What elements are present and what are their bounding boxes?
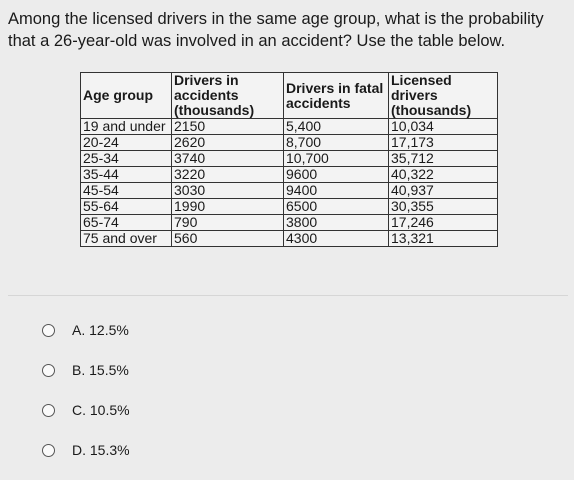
cell-licensed-drivers: 17,173 (389, 135, 498, 151)
choice-b[interactable] (42, 360, 130, 380)
cell-licensed-drivers: 35,712 (389, 151, 498, 167)
cell-age-group: 19 and under (81, 119, 172, 135)
table-header-row (81, 73, 498, 119)
radio-button-icon[interactable] (42, 444, 55, 457)
choice-c[interactable] (42, 400, 130, 420)
header-drivers-in-fatal-accidents: Drivers in fatal accidents (284, 73, 389, 119)
cell-age-group: 55-64 (81, 199, 172, 215)
cell-drivers-in-accidents: 790 (172, 215, 284, 231)
cell-drivers-in-fatal-accidents: 3800 (284, 215, 389, 231)
cell-drivers-in-fatal-accidents: 4300 (284, 231, 389, 247)
cell-age-group: 20-24 (81, 135, 172, 151)
cell-drivers-in-fatal-accidents: 10,700 (284, 151, 389, 167)
table-row (81, 151, 498, 167)
cell-drivers-in-accidents: 3740 (172, 151, 284, 167)
question-text: Among the licensed drivers in the same age group, what is the probability that a 26-year-old was involved in an accident? Use the table below. (8, 10, 544, 50)
cell-age-group: 35-44 (81, 167, 172, 183)
table-row (81, 167, 498, 183)
cell-drivers-in-fatal-accidents: 9400 (284, 183, 389, 199)
choice-label: D. 15.3% (72, 442, 130, 458)
header-drivers-in-accidents: Drivers in accidents (thousands) (172, 73, 284, 119)
choice-a[interactable] (42, 320, 130, 340)
cell-drivers-in-accidents: 3030 (172, 183, 284, 199)
table-row (81, 135, 498, 151)
choice-label: B. 15.5% (72, 362, 129, 378)
cell-licensed-drivers: 40,322 (389, 167, 498, 183)
cell-drivers-in-fatal-accidents: 6500 (284, 199, 389, 215)
radio-button-icon[interactable] (42, 404, 55, 417)
cell-licensed-drivers: 10,034 (389, 119, 498, 135)
table-row (81, 183, 498, 199)
cell-drivers-in-fatal-accidents: 8,700 (284, 135, 389, 151)
cell-drivers-in-fatal-accidents: 5,400 (284, 119, 389, 135)
header-licensed-drivers: Licensed drivers (thousands) (389, 73, 498, 119)
data-table (80, 72, 498, 247)
choice-label: C. 10.5% (72, 402, 130, 418)
cell-age-group: 65-74 (81, 215, 172, 231)
data-table-container (80, 72, 498, 247)
cell-drivers-in-accidents: 2150 (172, 119, 284, 135)
answer-choices (42, 320, 130, 480)
section-divider (8, 295, 568, 296)
cell-licensed-drivers: 30,355 (389, 199, 498, 215)
cell-age-group: 75 and over (81, 231, 172, 247)
radio-button-icon[interactable] (42, 364, 55, 377)
cell-licensed-drivers: 13,321 (389, 231, 498, 247)
cell-drivers-in-accidents: 3220 (172, 167, 284, 183)
cell-drivers-in-accidents: 2620 (172, 135, 284, 151)
table-row (81, 119, 498, 135)
cell-age-group: 45-54 (81, 183, 172, 199)
cell-drivers-in-accidents: 1990 (172, 199, 284, 215)
table-row (81, 231, 498, 247)
choice-d[interactable] (42, 440, 130, 460)
cell-licensed-drivers: 40,937 (389, 183, 498, 199)
cell-drivers-in-accidents: 560 (172, 231, 284, 247)
header-age-group: Age group (81, 73, 172, 119)
radio-button-icon[interactable] (42, 324, 55, 337)
cell-drivers-in-fatal-accidents: 9600 (284, 167, 389, 183)
choice-label: A. 12.5% (72, 322, 129, 338)
cell-age-group: 25-34 (81, 151, 172, 167)
table-row (81, 199, 498, 215)
table-row (81, 215, 498, 231)
cell-licensed-drivers: 17,246 (389, 215, 498, 231)
